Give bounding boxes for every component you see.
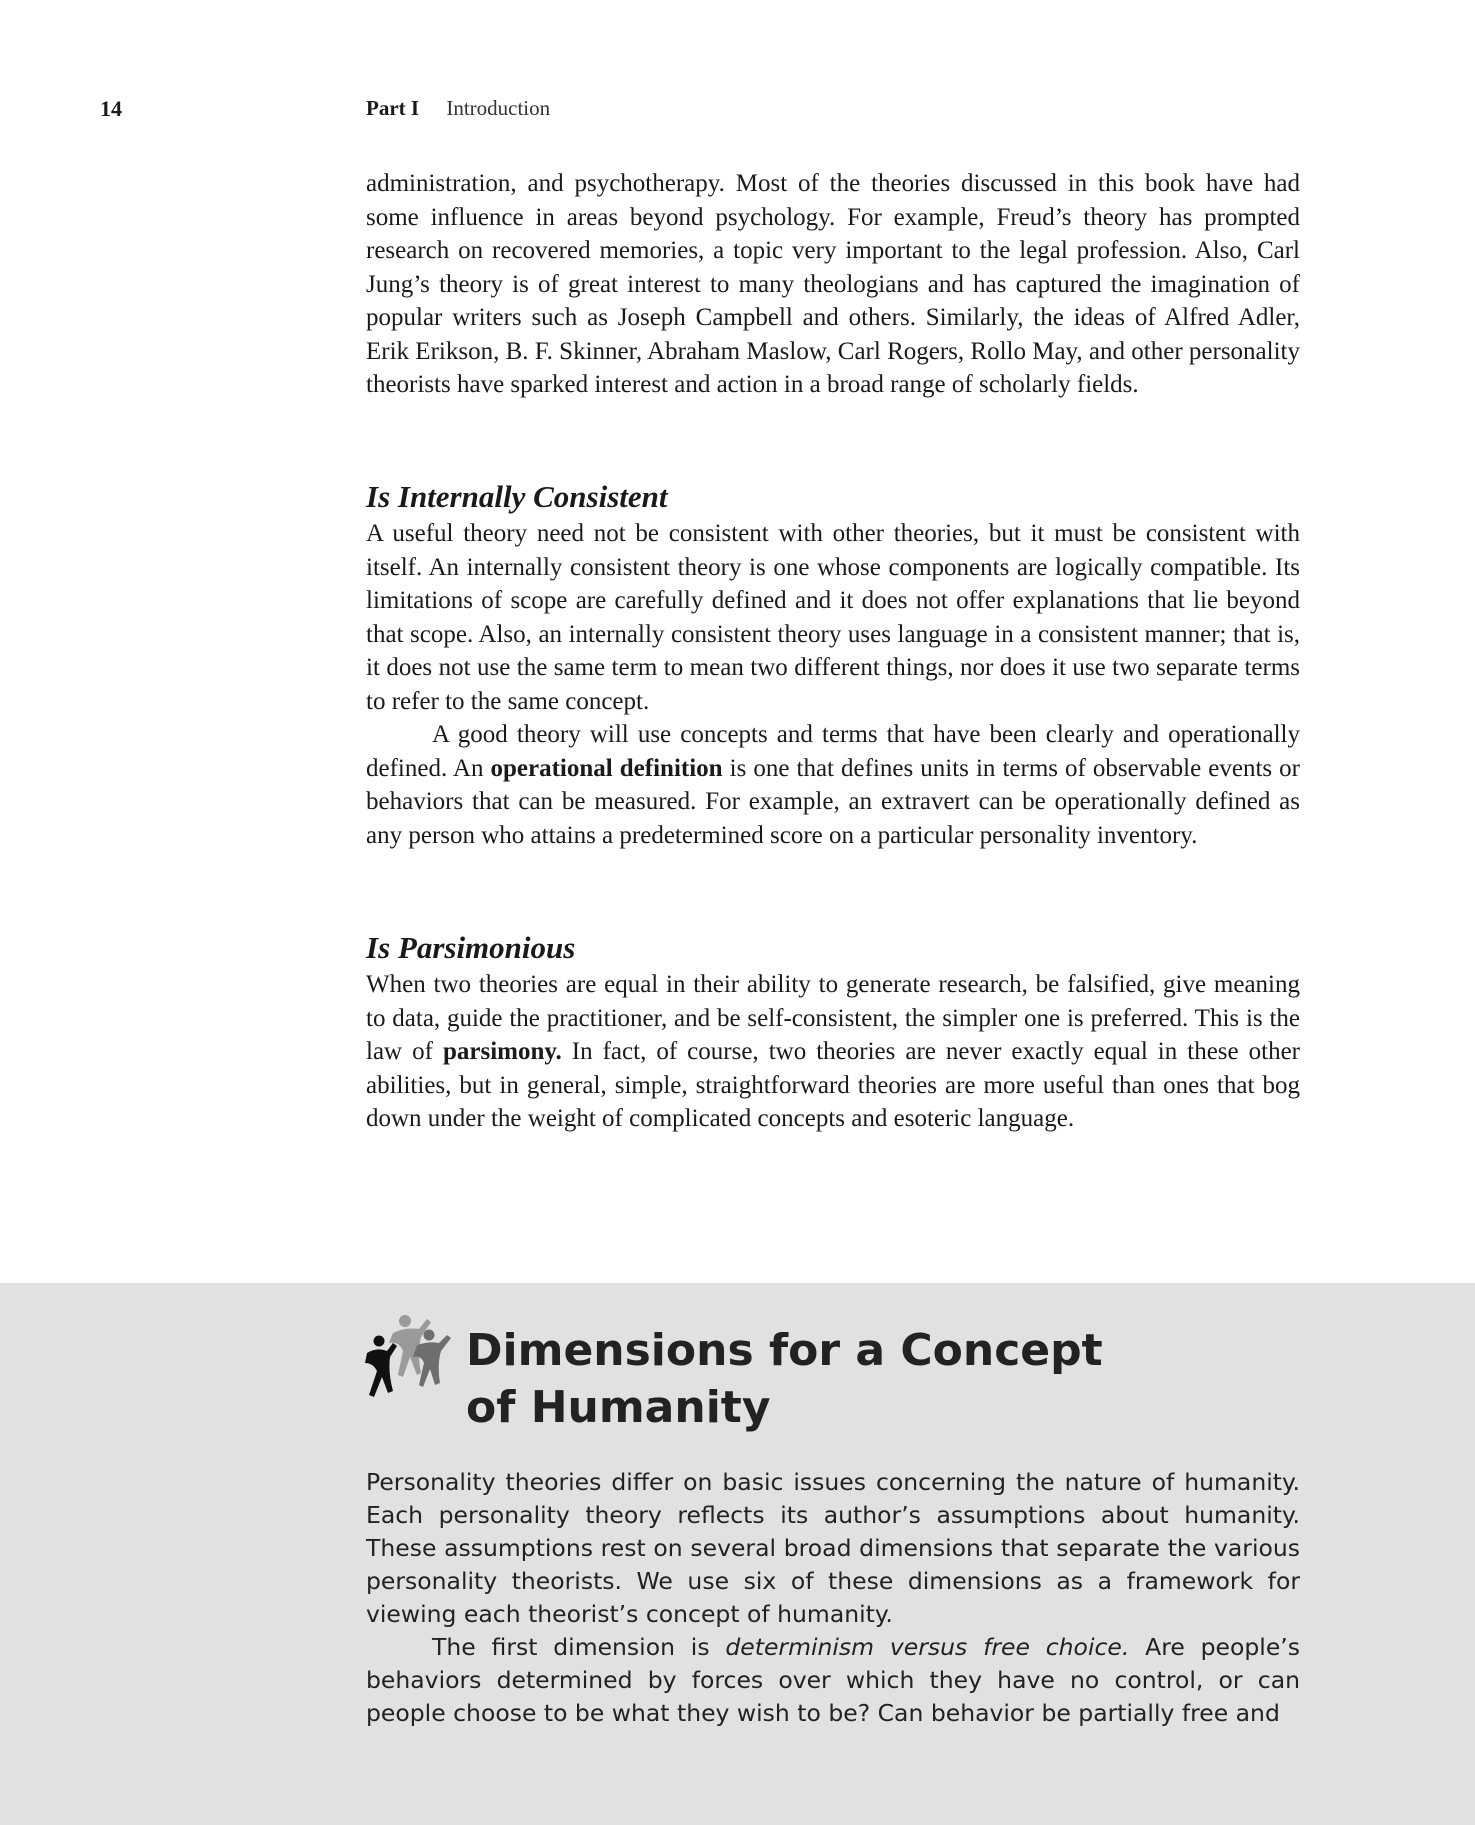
running-head-section: Introduction: [446, 96, 551, 120]
paragraph-text: When two theories are equal in their ability to generate research, be falsified, give meaning to data, guide the practitioner, and be self-consistent, the simpler one is preferred. This is the law of: [366, 971, 1300, 1065]
paragraph-text: Are people’s behaviors determined by forces over which they have no control, or can people choose to be what they wish to be? Can behavior be partially free and: [366, 1633, 1300, 1727]
dimensions-title-line-2: of Humanity: [466, 1382, 771, 1433]
internally-consistent-section: [366, 517, 1300, 852]
heading-parsimonious: Is Parsimonious: [366, 930, 576, 965]
intro-paragraph-block: [366, 167, 1300, 402]
dimensions-title-line-1: Dimensions for a Concept: [466, 1325, 1103, 1376]
paragraph-text: In fact, of course, two theories are never exactly equal in these other abilities, but in general, simple, straightforward theories are more useful than ones that bog down under the weight of complicated concepts and esoteric language.: [366, 1038, 1300, 1132]
dimensions-text: [366, 1466, 1300, 1730]
dimensions-title: [466, 1322, 1166, 1436]
heading-internally-consistent: Is Internally Consistent: [366, 479, 668, 514]
parsimonious-section: [366, 968, 1300, 1136]
paragraph-text: is one that defines units in terms of observable events or behaviors that can be measured. For example, an extravert can be operationally defined as any person who attains a predetermined score on a particular personality inventory.: [366, 754, 1301, 849]
key-term-determinism: determinism versus free choice.: [725, 1633, 1130, 1661]
paragraph-text: The first dimension is: [432, 1633, 726, 1661]
intro-paragraph: administration, and psychotherapy. Most of the theories discussed in this book have had some influence in areas beyond psychology. For example, Freud’s theory has prompted research on recovered memories, a topic very important to the legal profession. Also, Carl Jung’s theory is of great interest to many theologians and has captured the imagination of popular writers such as Joseph Campbell and others. Similarly, the ideas of Alfred Adler, Erik Erikson, B. F. Skinner, Abraham Maslow, Carl Rogers, Rollo May, and other personality theorists have sparked interest and action in a broad range of scholarly fields.: [366, 170, 1300, 398]
people-figures-icon: [363, 1313, 453, 1401]
paragraph-text: A good theory will use concepts and terms that have been clearly and operationally defined. An: [366, 721, 1300, 782]
dimensions-paragraph-2: [366, 1631, 1300, 1730]
page-number: 14: [100, 96, 122, 121]
running-head: [366, 96, 550, 121]
internally-consistent-paragraph-1: A useful theory need not be consistent with other theories, but it must be consistent with itself. An internally consistent theory is one whose components are logically compatible. Its limitations of scope are carefully defined and it does not offer explanations that lie beyond that scope. Also, an internally consistent theory uses language in a consistent manner; that is, it does not use the same term to mean two different things, nor does it use two separate terms to refer to the same concept.: [366, 520, 1300, 715]
parsimonious-paragraph: [366, 968, 1300, 1136]
key-term-parsimony: parsimony.: [442, 1038, 562, 1065]
internally-consistent-paragraph-2: [366, 718, 1300, 852]
key-term-operational-definition: operational definition: [490, 754, 723, 782]
running-head-part: Part I: [366, 96, 420, 120]
dimensions-paragraph-1: Personality theories differ on basic issues concerning the nature of humanity. Each personality theory reflects its author’s assumptions about humanity. These assumptions rest on several broad dimensions that separate the various personality theorists. We use six of these dimensions as a framework for viewing each theorist’s concept of humanity.: [366, 1468, 1300, 1628]
